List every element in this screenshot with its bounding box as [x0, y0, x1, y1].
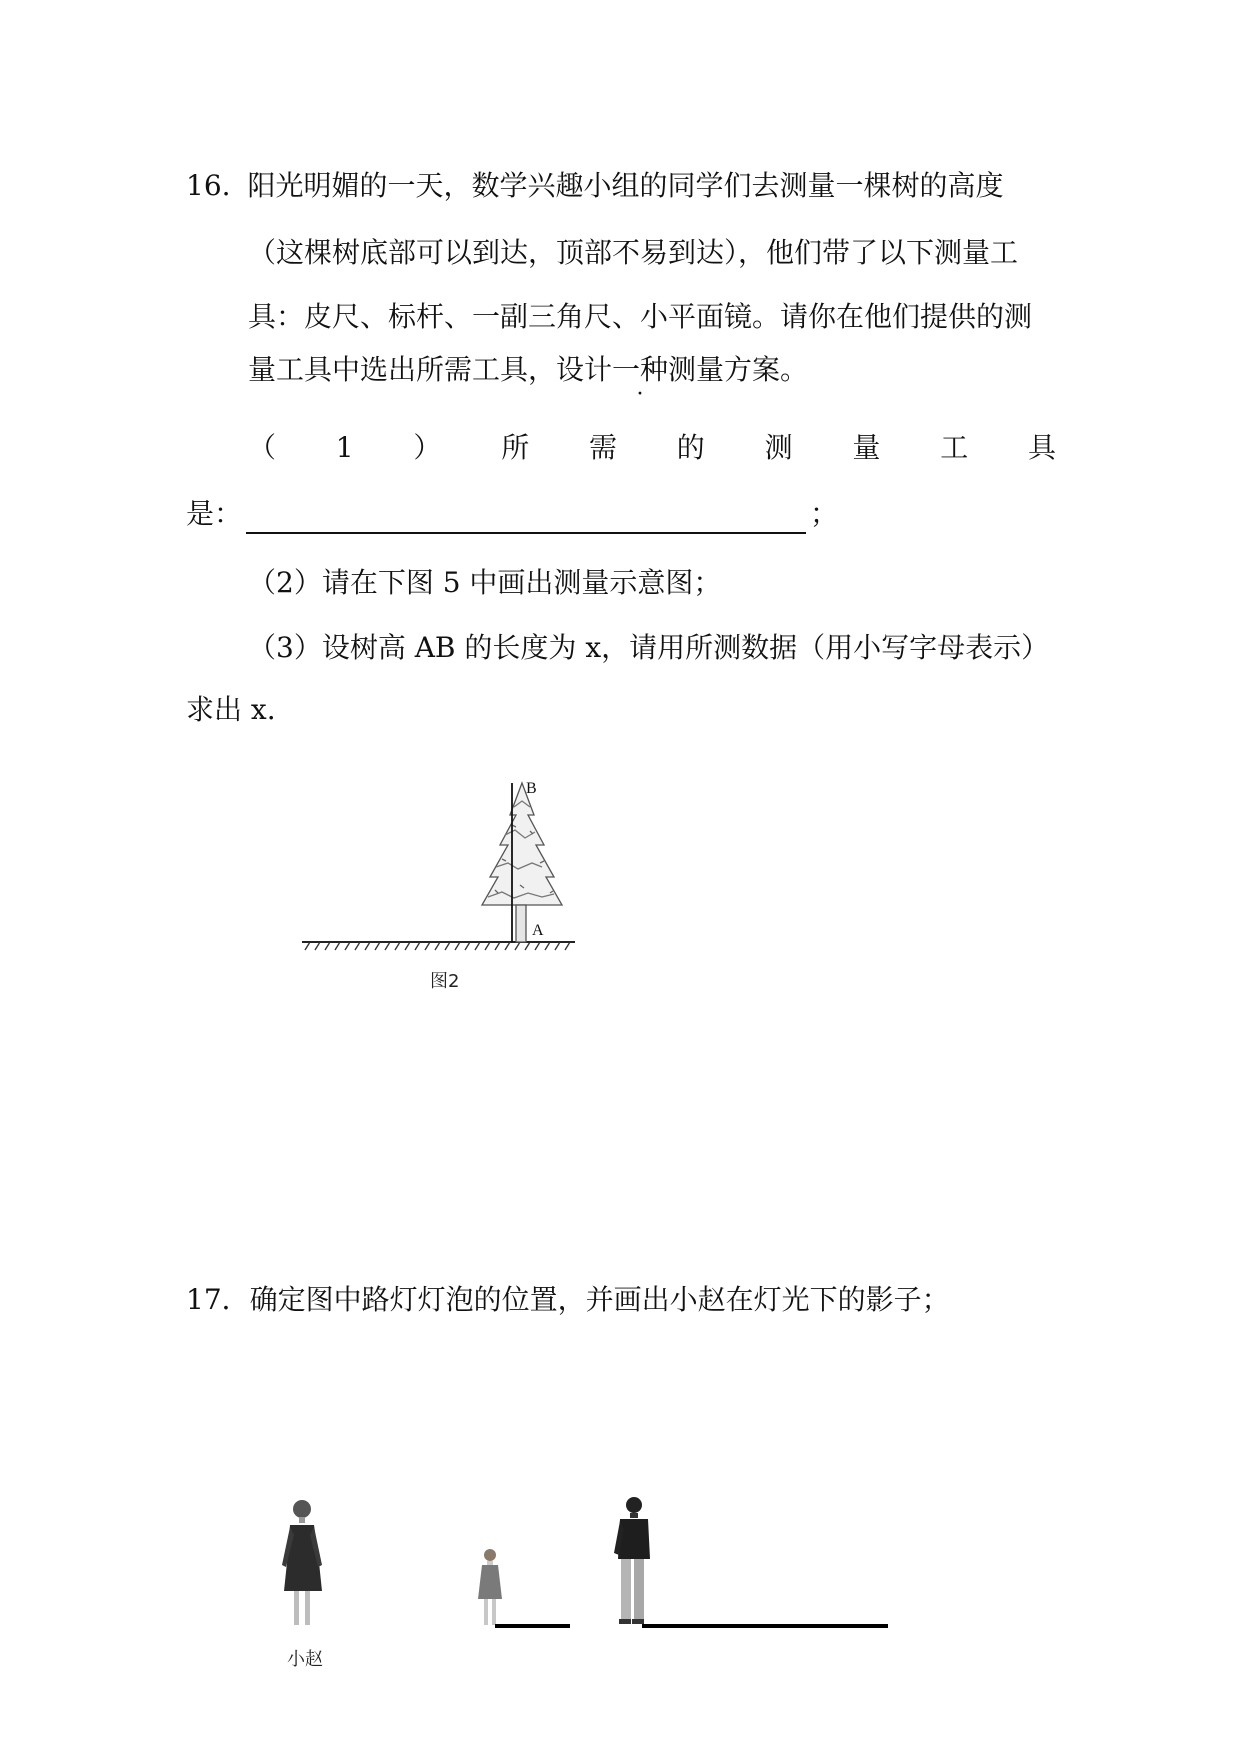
- person-man-icon: [614, 1497, 650, 1624]
- sub1-char: 测: [764, 431, 793, 464]
- sub1-char: ）: [413, 431, 442, 464]
- sub1-suffix: ；: [810, 497, 839, 530]
- q16-sub2: [248, 563, 721, 603]
- sub1-char: 1: [335, 431, 354, 464]
- xiaozhao-caption: 小赵: [287, 1649, 323, 1670]
- label-a: A: [532, 922, 544, 939]
- sub1-prefix: 是：: [186, 497, 243, 530]
- answer-blank[interactable]: [246, 502, 806, 534]
- q16-emphasis: [612, 353, 668, 386]
- q17-line: [186, 1280, 950, 1320]
- q16-sub3-end-text: 求出 x.: [186, 693, 276, 726]
- q16-text-3: 具：皮尺、标杆、一副三角尺、小平面镜。请你在他们提供的测: [248, 300, 1033, 333]
- q16-text-2: （这棵树底部可以到达，顶部不易到达），他们带了以下测量工: [248, 236, 1019, 269]
- tree-figure: [300, 775, 600, 955]
- sub1-char: 具: [1027, 431, 1056, 464]
- sub1-char: 的: [676, 431, 705, 464]
- q16-line-3: [248, 297, 1032, 337]
- sub1-char: 需: [589, 431, 618, 464]
- q16-number: 16.: [186, 169, 231, 202]
- q16-text-4a: 量工具中选出所需工具，设计: [248, 353, 613, 386]
- label-b: B: [526, 780, 537, 797]
- q17-text: 17．确定图中路灯灯泡的位置，并画出小赵在灯光下的影子；: [186, 1283, 950, 1316]
- sub1-char: （: [248, 431, 277, 464]
- figure-caption: 图2: [430, 971, 460, 992]
- sub1-char: 工: [940, 431, 969, 464]
- sub1-char: 所: [501, 431, 530, 464]
- q16-sub2-text: （2）请在下图 5 中画出测量示意图；: [248, 566, 722, 599]
- q16-line-4: [248, 350, 808, 390]
- tree-icon: [482, 783, 562, 942]
- person-girl-icon: [478, 1549, 502, 1625]
- q16-sub1-spread: [248, 428, 1056, 468]
- q16-sub1-end: [186, 494, 838, 534]
- people-figure: [270, 1495, 930, 1655]
- q16-sub3-text: （3）设树高 AB 的长度为 x，请用所测数据（用小写字母表示）: [248, 631, 1050, 664]
- q16-text-4c: 测量方案。: [668, 353, 809, 386]
- q16-line-1: [186, 166, 1003, 206]
- sub1-char: 量: [852, 431, 881, 464]
- q16-text-4b: 一种: [612, 353, 669, 386]
- q16-sub3: [248, 628, 1049, 668]
- q16-sub3-end: [186, 690, 276, 730]
- person-xiaozhao-icon: [282, 1500, 322, 1625]
- q16-text-1: 阳光明媚的一天，数学兴趣小组的同学们去测量一棵树的高度: [247, 169, 1004, 202]
- q16-line-2: [248, 233, 1018, 273]
